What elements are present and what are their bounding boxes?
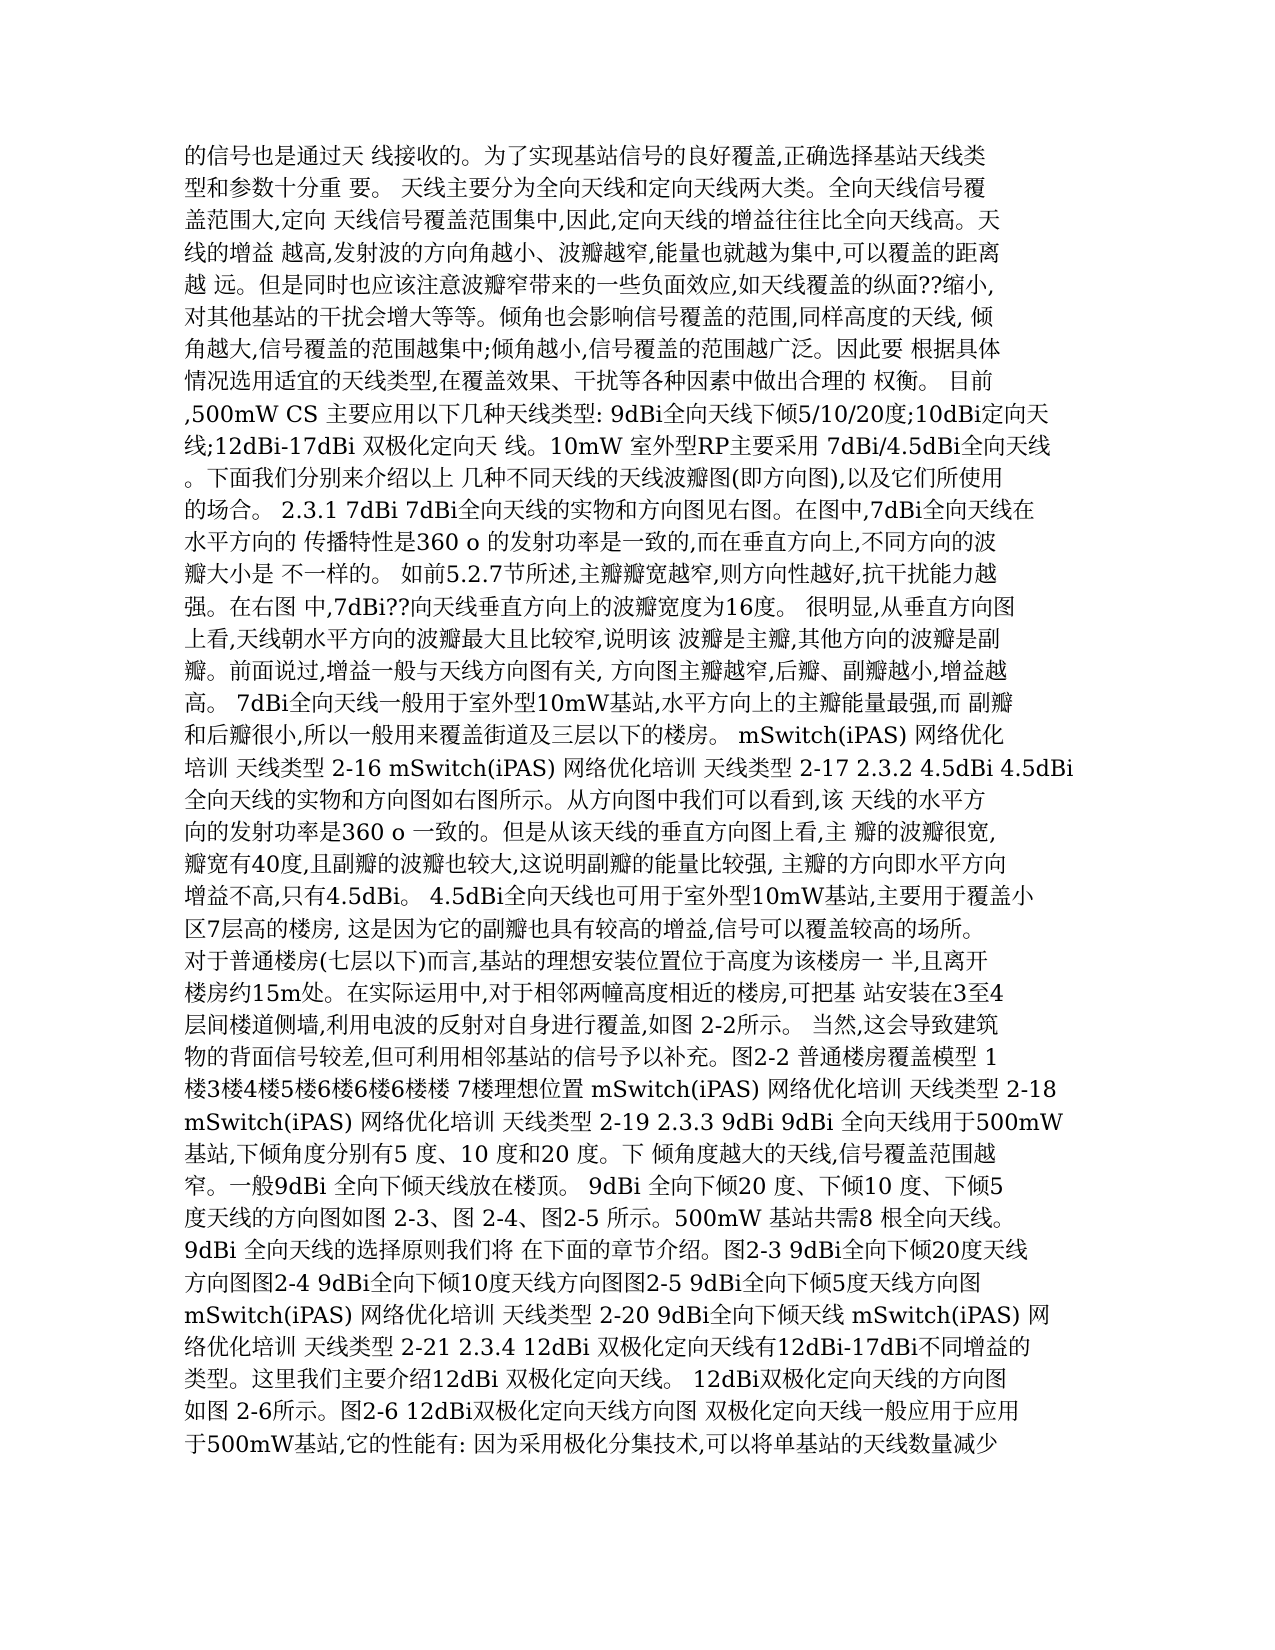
text-line: 9dBi 全向天线的选择原则我们将 在下面的章节介绍。图2-3 9dBi全向下倾20度天线 xyxy=(184,1238,1028,1265)
text-line: 上看,天线朝水平方向的波瓣最大且比较窄,说明该 波瓣是主瓣,其他方向的波瓣是副 xyxy=(184,626,1001,653)
text-line: 楼3楼4楼5楼6楼6楼6楼楼 7楼理想位置 mSwitch(iPAS) 网络优化培训 天线类型 2-18 xyxy=(184,1077,1057,1104)
text-line: 盖范围大,定向 天线信号覆盖范围集中,因此,定向天线的增益往往比全向天线高。天 xyxy=(184,208,1001,235)
text-line: 越 远。但是同时也应该注意波瓣窄带来的一些负面效应,如天线覆盖的纵面??缩小, xyxy=(184,272,995,299)
text-line: 角越大,信号覆盖的范围越集中;倾角越小,信号覆盖的范围越广泛。因此要 根据具体 xyxy=(184,337,1001,364)
text-line: 物的背面信号较差,但可利用相邻基站的信号予以补充。图2-2 普通楼房覆盖模型 1 xyxy=(184,1045,999,1072)
text-line: 区7层高的楼房, 这是因为它的副瓣也具有较高的增益,信号可以覆盖较高的场所。 xyxy=(184,916,985,943)
text-line: mSwitch(iPAS) 网络优化培训 天线类型 2-19 2.3.3 9dBi 9dBi 全向天线用于500mW xyxy=(184,1109,1063,1136)
text-line: 度天线的方向图如图 2-3、图 2-4、图2-5 所示。500mW 基站共需8 根全向天线。 xyxy=(184,1206,1016,1233)
text-line: ,500mW CS 主要应用以下几种天线类型: 9dBi全向天线下倾5/10/20度;10dBi定向天 xyxy=(184,401,1049,428)
text-line: 于500mW基站,它的性能有: 因为采用极化分集技术,可以将单基站的天线数量减少 xyxy=(184,1431,998,1458)
text-line: 瓣大小是 不一样的。 如前5.2.7节所述,主瓣瓣宽越窄,则方向性越好,抗干扰能力越 xyxy=(184,562,998,589)
text-line: 向的发射功率是360 o 一致的。但是从该天线的垂直方向图上看,主 瓣的波瓣很宽, xyxy=(184,819,997,846)
text-line: 高。 7dBi全向天线一般用于室外型10mW基站,水平方向上的主瓣能量最强,而 副瓣 xyxy=(184,691,1014,718)
text-line: 。下面我们分别来介绍以上 几种不同天线的天线波瓣图(即方向图),以及它们所使用 xyxy=(184,465,1004,492)
text-line: 线;12dBi-17dBi 双极化定向天 线。10mW 室外型RP主要采用 7dBi/4.5dBi全向天线 xyxy=(184,433,1051,460)
text-line: mSwitch(iPAS) 网络优化培训 天线类型 2-20 9dBi全向下倾天线 mSwitch(iPAS) 网 xyxy=(184,1302,1051,1329)
text-line: 基站,下倾角度分别有5 度、10 度和20 度。下 倾角度越大的天线,信号覆盖范围越 xyxy=(184,1141,996,1168)
text-line: 对其他基站的干扰会增大等等。倾角也会影响信号覆盖的范围,同样高度的天线, 倾 xyxy=(184,304,993,331)
text-line: 对于普通楼房(七层以下)而言,基站的理想安装位置位于高度为该楼房一 半,且离开 xyxy=(184,948,989,975)
text-line: 型和参数十分重 要。 天线主要分为全向天线和定向天线两大类。全向天线信号覆 xyxy=(184,176,986,203)
document-body xyxy=(184,141,1074,1461)
text-line: 增益不高,只有4.5dBi。 4.5dBi全向天线也可用于室外型10mW基站,主要用于覆盖小 xyxy=(184,884,1034,911)
text-line: 瓣。前面说过,增益一般与天线方向图有关, 方向图主瓣越窄,后瓣、副瓣越小,增益越 xyxy=(184,659,1008,685)
text-line: 楼房约15m处。在实际运用中,对于相邻两幢高度相近的楼房,可把基 站安装在3至4 xyxy=(184,980,1005,1007)
text-line: 如图 2-6所示。图2-6 12dBi双极化定向天线方向图 双极化定向天线一般应用于应用 xyxy=(184,1399,1020,1426)
text-line: 类型。这里我们主要介绍12dBi 双极化定向天线。 12dBi双极化定向天线的方向图 xyxy=(184,1367,1007,1394)
text-line: 线的增益 越高,发射波的方向角越小、波瓣越窄,能量也就越为集中,可以覆盖的距离 xyxy=(184,240,1001,267)
text-line: 的场合。 2.3.1 7dBi 7dBi全向天线的实物和方向图见右图。在图中,7dBi全向天线在 xyxy=(184,498,1035,525)
text-line: 培训 天线类型 2-16 mSwitch(iPAS) 网络优化培训 天线类型 2-17 2.3.2 4.5dBi 4.5dBi xyxy=(184,755,1074,782)
text-line: 水平方向的 传播特性是360 o 的发射功率是一致的,而在垂直方向上,不同方向的波 xyxy=(184,530,997,557)
text-line: 的信号也是通过天 线接收的。为了实现基站信号的良好覆盖,正确选择基站天线类 xyxy=(184,144,986,170)
text-line: 层间楼道侧墙,利用电波的反射对自身进行覆盖,如图 2-2所示。 当然,这会导致建筑 xyxy=(184,1013,999,1040)
text-line: 全向天线的实物和方向图如右图所示。从方向图中我们可以看到,该 天线的水平方 xyxy=(184,787,986,814)
text-line: 窄。一般9dBi 全向下倾天线放在楼顶。 9dBi 全向下倾20 度、下倾10 度、下倾5 xyxy=(184,1174,1004,1200)
text-line: 情况选用适宜的天线类型,在覆盖效果、干扰等各种因素中做出合理的 权衡。 目前 xyxy=(184,369,993,396)
text-line: 强。在右图 中,7dBi??向天线垂直方向上的波瓣宽度为16度。 很明显,从垂直方向图 xyxy=(184,594,1016,621)
text-line: 络优化培训 天线类型 2-21 2.3.4 12dBi 双极化定向天线有12dBi-17dBi不同增益的 xyxy=(184,1334,1031,1361)
text-line: 方向图图2-4 9dBi全向下倾10度天线方向图图2-5 9dBi全向下倾5度天线方向图 xyxy=(184,1270,982,1297)
text-line: 瓣宽有40度,且副瓣的波瓣也较大,这说明副瓣的能量比较强, 主瓣的方向即水平方向 xyxy=(184,852,1007,879)
text-line: 和后瓣很小,所以一般用来覆盖街道及三层以下的楼房。 mSwitch(iPAS) 网络优化 xyxy=(184,723,1005,750)
